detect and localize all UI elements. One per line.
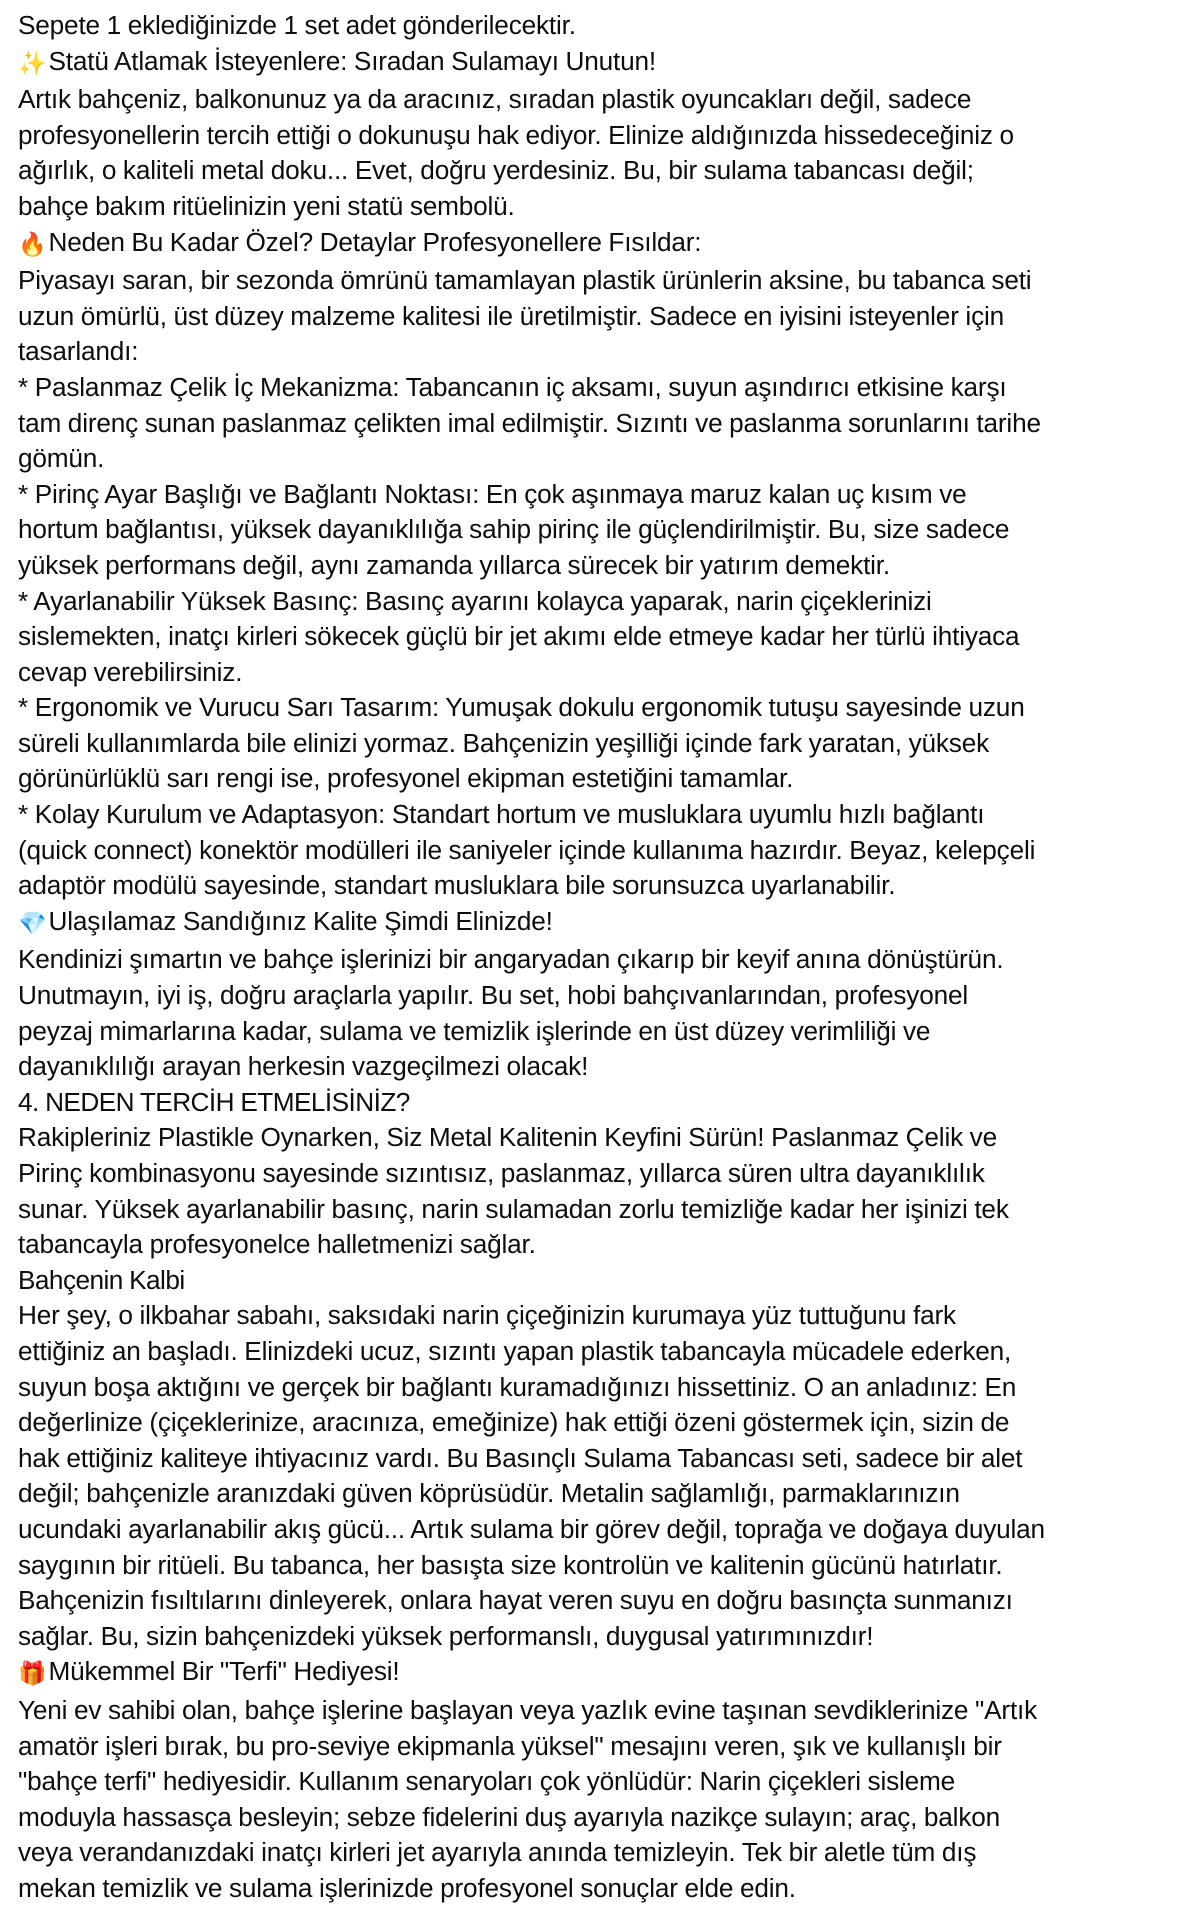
sparkles-emoji: ✨: [18, 50, 47, 77]
paragraph-text: Artık bahçeniz, balkonunuz ya da aracınız, sıradan plastik oyuncakları değil, sadece profesyonellerin tercih ettiği o dokunuşu hak ediyor. Elinize aldığınızda hissedeceğiniz o ağırlık, o kaliteli metal doku... Evet, doğru yerdesiniz. Bu, bir sulama tabancası değil; bahçe bakım ritüelinizin yeni statü sembolü.: [18, 84, 1021, 221]
paragraph-section-4-body: [18, 1120, 1048, 1262]
paragraph-text: Ulaşılamaz Sandığınız Kalite Şimdi Elinizde!: [48, 905, 553, 936]
paragraph-why-special-heading: [18, 225, 1048, 264]
paragraph-text: Kendinizi şımartın ve bahçe işlerinizi bir angaryadan çıkarıp bir keyif anına dönüştürün. Unutmayın, iyi iş, doğru araçlarla yapılır. Bu set, hobi bahçıvanlarından, profesyonel peyzaj mimarlarına kadar, sulama ve temizlik işlerinde en üst düzey verimliliği ve dayanıklılığı arayan herkesin vazgeçilmezi olacak!: [18, 944, 1011, 1082]
paragraph-text: Piyasayı saran, bir sezonda ömrünü tamamlayan plastik ürünlerin aksine, bu tabanca seti uzun ömürlü, üst düzey malzeme kalitesi ile üretilmiştir. Sadece en iyisini isteyenler için tasarlandı:: [18, 265, 1039, 367]
paragraph-text: * Paslanmaz Çelik İç Mekanizma: Tabancanın iç aksamı, suyun aşındırıcı etkisine karşı tam direnç sunan paslanmaz çelikten imal edilmiştir. Sızıntı ve paslanma sorunlarını tarihe gömün.: [18, 371, 1048, 474]
paragraph-text: * Ergonomik ve Vurucu Sarı Tasarım: Yumuşak dokulu ergonomik tutuşu sayesinde uzun süreli kullanımlarda bile elinizi yormaz. Bahçenizin yeşilliği içinde fark yaratan, yüksek görünürlüklü sarı rengi ise, profesyonel ekipman estetiğini tamamlar.: [18, 692, 1032, 794]
paragraph-text: Sepete 1 eklediğinizde 1 set adet gönderilecektir.: [18, 10, 576, 40]
paragraph-feature-pressure: [18, 584, 1048, 691]
paragraph-text: 4. NEDEN TERCİH ETMELİSİNİZ?: [18, 1086, 410, 1117]
paragraph-feature-brass: [18, 477, 1048, 584]
paragraph-text: Her şey, o ilkbahar sabahı, saksıdaki narin çiçeğinizin kurumaya yüz tuttuğunu fark ettiğiniz an başladı. Elinizdeki ucuz, sızıntı yapan plastik tabancayla mücadele ederken, suyun boşa aktığını ve gerçek bir bağlantı kuramadığınızı hissettiniz. O an anladınız: En değerlinize (çiçeklerinize, aracınıza, emeğinize) hak ettiği özeni göstermek için, sizin de hak ettiğiniz kaliteye ihtiyacınız vardı. Bu Basınçlı Sulama Tabancası seti, sadece bir alet değil; bahçenizle aranızdaki güven köprüsüdür. Metalin sağlamlığı, parmaklarınızın ucundaki ayarlanabilir akış gücü... Artık sulama bir görev değil, toprağa ve doğaya duyulan saygının bir ritüeli. Bu tabanca, her basışta size kontrolün ve kalitenin gücünü hatırlatır. Bahçenizin fısıltılarını dinleyerek, onlara hayat veren suyu en doğru basınçta sunmanızı sağlar. Bu, sizin bahçenizdeki yüksek performanslı, duygusal yatırımınızdır!: [18, 1300, 1052, 1651]
paragraph-text: * Kolay Kurulum ve Adaptasyon: Standart hortum ve musluklara uyumlu hızlı bağlantı (quick connect) konektör modülleri ile saniyeler içinde kullanıma hazırdır. Beyaz, kelepçeli adaptör modülü sayesinde, standart musluklara bile sorunsuzca uyarlanabilir.: [18, 799, 1042, 901]
fire-emoji: 🔥: [18, 231, 47, 258]
paragraph-text: Yeni ev sahibi olan, bahçe işlerine başlayan veya yazlık evine taşınan sevdiklerinize "Artık amatör işleri bırak, bu pro-seviye ekipmanla yüksel" mesajını veren, şık ve kullanışlı bir "bahçe terfi" hediyesidir. Kullanım senaryoları çok yönlüdür: Narin çiçekleri sisleme moduyla hassasça besleyin; sebze fidelerini duş ayarıyla nazikçe sulayın; araç, balkon veya verandanızdaki inatçı kirleri jet ayarıyla anında temizleyin. Tek bir aletle tüm dış mekan temizlik ve sulama işlerinizde profesyonel sonuçlar elde edin.: [18, 1694, 1044, 1903]
paragraph-feature-easy-setup: [18, 797, 1048, 904]
paragraph-why-special-body: [18, 263, 1048, 370]
paragraph-feature-ergonomic: [18, 690, 1048, 797]
gem-emoji: 💎: [18, 910, 47, 937]
paragraph-heart-of-garden-heading: [18, 1263, 1048, 1299]
paragraph-status-body: [18, 82, 1048, 224]
paragraph-text: * Pirinç Ayar Başlığı ve Bağlantı Noktası: En çok aşınmaya maruz kalan uç kısım ve hortum bağlantısı, yüksek dayanıklılığa sahip pirinç ile güçlendirilmiştir. Bu, size sadece yüksek performans değil, aynı zamanda yıllarca sürecek bir yatırım demektir.: [18, 478, 1016, 580]
paragraph-gift-heading: [18, 1654, 1048, 1693]
paragraph-text: Mükemmel Bir "Terfi" Hediyesi!: [48, 1656, 400, 1687]
paragraph-text: Neden Bu Kadar Özel? Detaylar Profesyonellere Fısıldar:: [48, 226, 702, 257]
paragraph-cart-note: [18, 8, 1048, 44]
paragraph-quality-body: [18, 942, 1048, 1084]
paragraph-feature-stainless-steel: [18, 370, 1048, 477]
paragraph-heart-of-garden-body: [18, 1298, 1052, 1654]
paragraph-text: Rakipleriniz Plastikle Oynarken, Siz Metal Kalitenin Keyfini Sürün! Paslanmaz Çelik ve Pirinç kombinasyonu sayesinde sızıntısız, paslanmaz, yıllarca süren ultra dayanıklılık sunar. Yüksek ayarlanabilir basınç, narin sulamadan zorlu temizliğe kadar her işinizi tek tabancayla profesyonelce halletmenizi sağlar.: [18, 1122, 1016, 1260]
gift-emoji: 🎁: [18, 1661, 47, 1688]
paragraph-text: Bahçenin Kalbi: [18, 1264, 185, 1295]
paragraph-status-heading: [18, 44, 1048, 83]
paragraph-text: * Ayarlanabilir Yüksek Basınç: Basınç ayarını kolayca yaparak, narin çiçeklerinizi sislemekten, inatçı kirleri sökecek güçlü bir jet akımı elde etmeye kadar her türlü ihtiyaca cevap verebilirsiniz.: [18, 585, 1027, 687]
paragraph-section-4-heading: [18, 1085, 1048, 1121]
paragraph-gift-body: [18, 1693, 1048, 1906]
paragraph-quality-heading: [18, 904, 1048, 943]
paragraph-text: Statü Atlamak İsteyenlere: Sıradan Sulamayı Unutun!: [48, 45, 656, 76]
